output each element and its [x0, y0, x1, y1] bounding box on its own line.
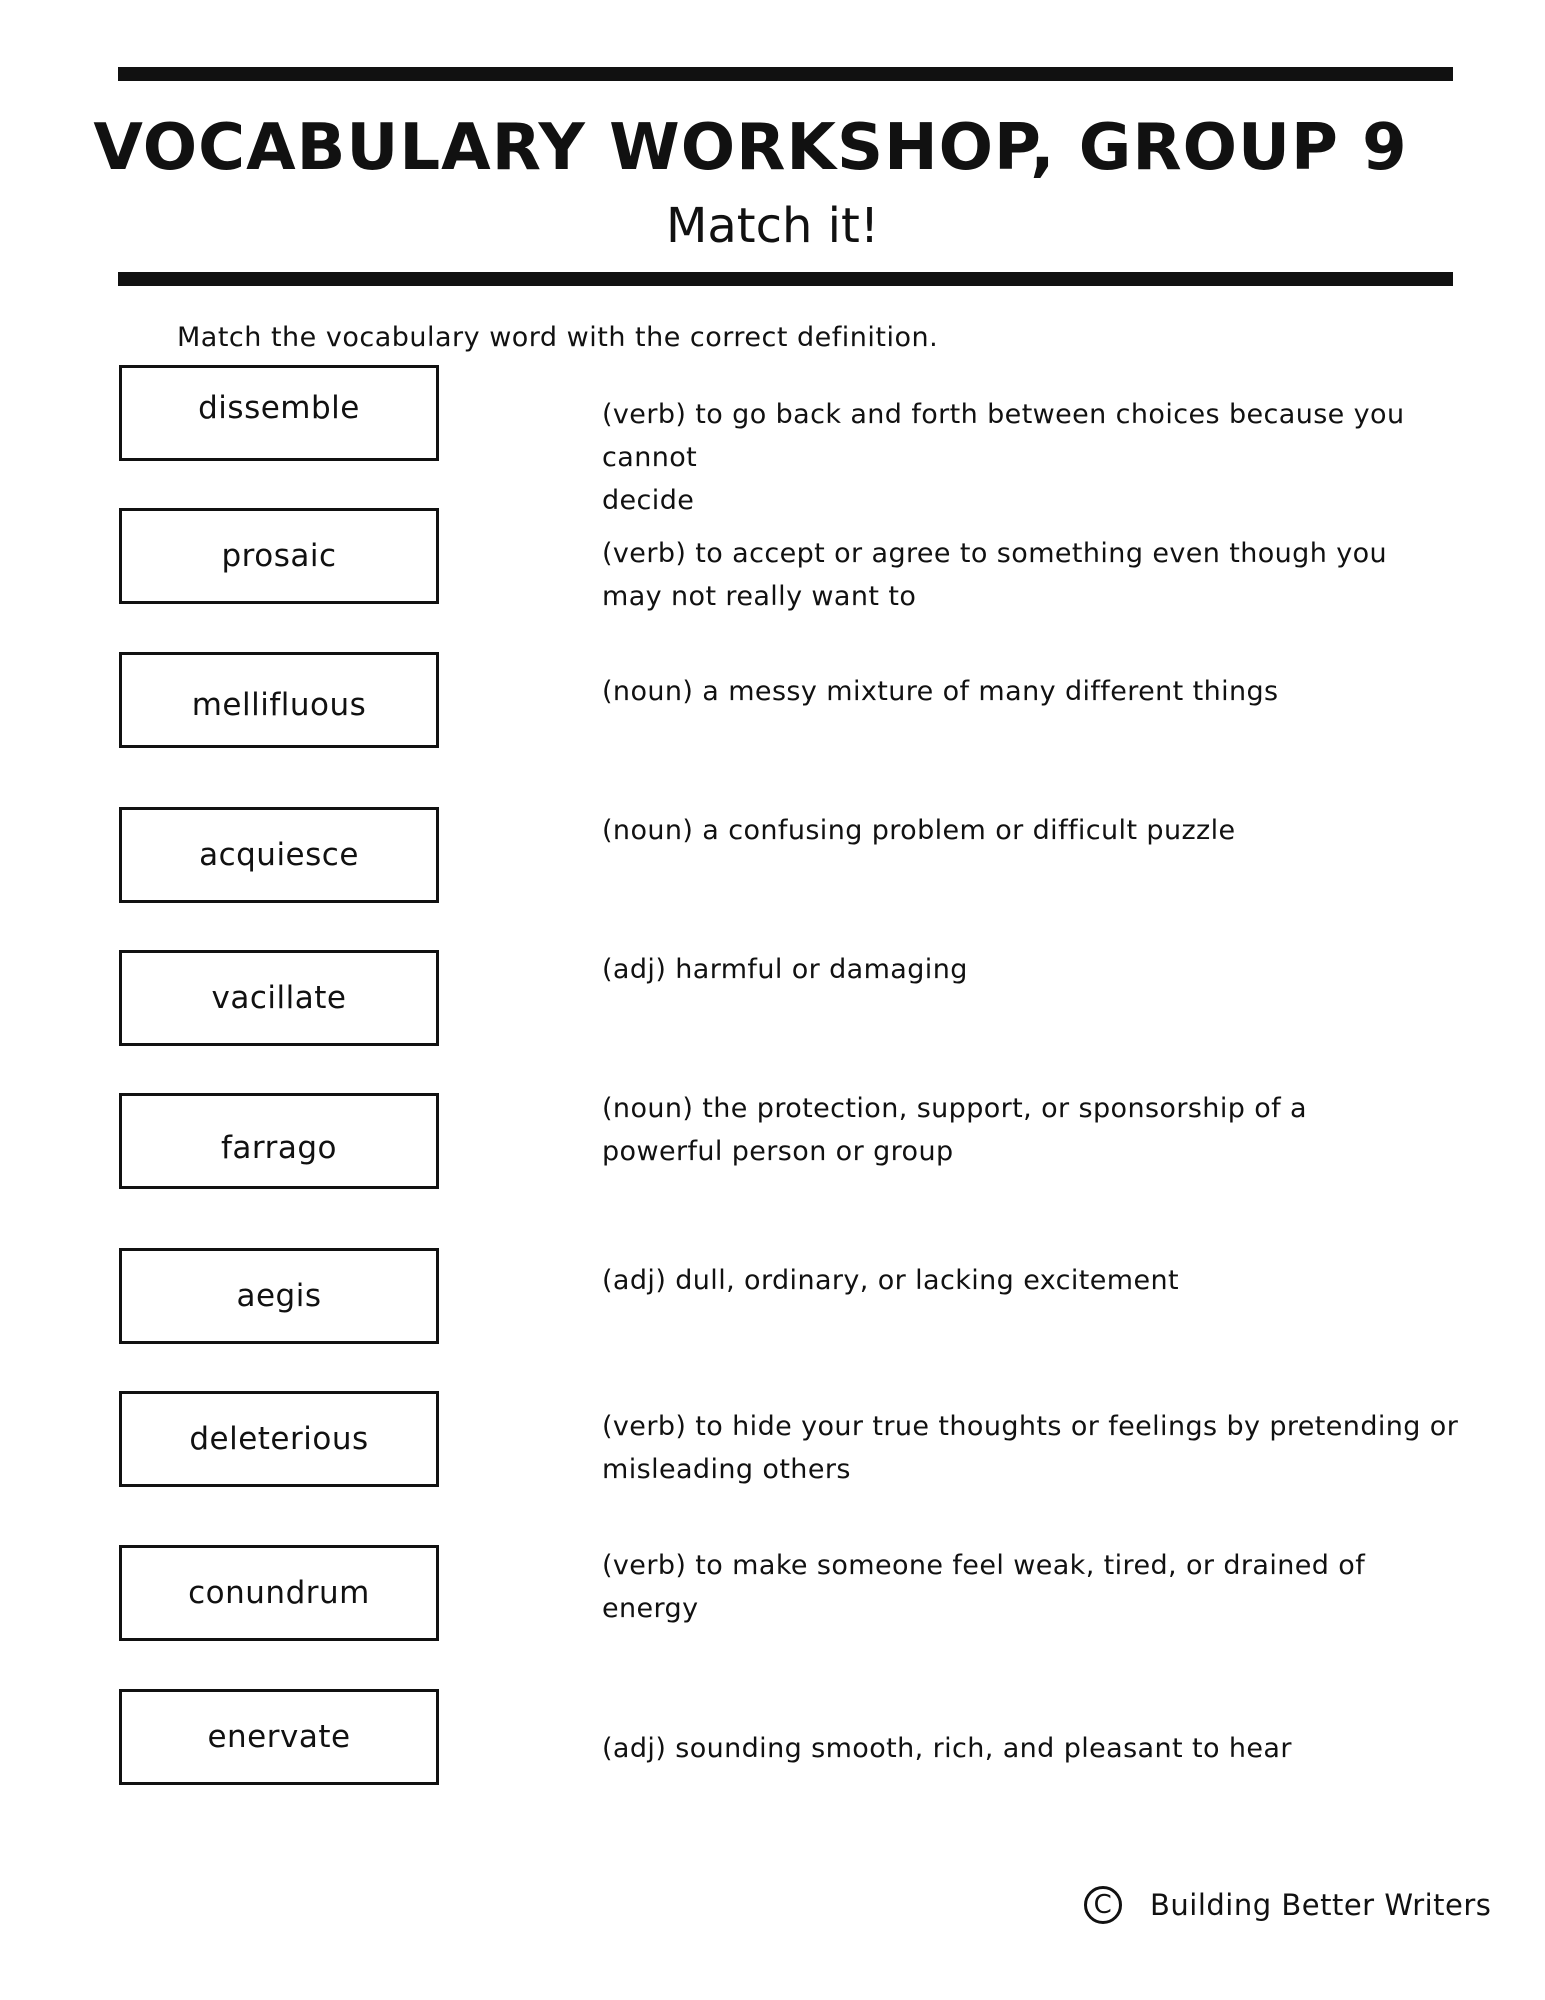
footer-credit — [1084, 1886, 1491, 1924]
definition — [602, 1727, 1462, 1770]
word-label: dissemble — [198, 390, 360, 426]
word-box — [119, 1545, 439, 1641]
definition — [602, 1259, 1462, 1302]
instructions: Match the vocabulary word with the correct definition. — [177, 322, 939, 353]
definition-line: (adj) harmful or damaging — [602, 954, 968, 985]
definition-line: (noun) a messy mixture of many different things — [602, 676, 1279, 707]
page-subtitle: Match it! — [665, 198, 880, 254]
definition — [602, 809, 1462, 852]
definition-line: (adj) dull, ordinary, or lacking excitement — [602, 1265, 1180, 1296]
word-label: mellifluous — [191, 687, 367, 723]
word-label: farrago — [221, 1130, 337, 1166]
word-box — [119, 652, 439, 748]
word-box — [119, 1391, 439, 1487]
word-box — [119, 950, 439, 1046]
word-label: vacillate — [211, 980, 347, 1016]
word-label: enervate — [207, 1719, 351, 1755]
definition-line: decide — [602, 485, 695, 516]
top-divider — [118, 67, 1453, 81]
footer-text: Building Better Writers — [1150, 1888, 1492, 1922]
word-label: prosaic — [221, 538, 337, 574]
definition-line: (verb) to hide your true thoughts or feelings by pretending or — [602, 1411, 1459, 1442]
definition-line: (verb) to accept or agree to something even though you — [602, 538, 1388, 569]
definition — [602, 1405, 1462, 1491]
definition — [602, 393, 1462, 522]
definition-line: energy — [602, 1593, 699, 1624]
word-label: deleterious — [189, 1421, 369, 1457]
word-box — [119, 1689, 439, 1785]
definition — [602, 670, 1462, 713]
word-label: conundrum — [188, 1575, 370, 1611]
word-box — [119, 365, 439, 461]
definition — [602, 532, 1462, 618]
definition-line: (noun) the protection, support, or sponsorship of a — [602, 1093, 1307, 1124]
definition — [602, 1544, 1462, 1630]
definition-line: may not really want to — [602, 581, 917, 612]
word-box — [119, 807, 439, 903]
definition — [602, 1087, 1462, 1173]
definition — [602, 948, 1462, 991]
word-box — [119, 1093, 439, 1189]
definition-line: (adj) sounding smooth, rich, and pleasant to hear — [602, 1733, 1292, 1764]
word-label: aegis — [236, 1278, 322, 1314]
definition-line: powerful person or group — [602, 1136, 954, 1167]
definition-line: (verb) to make someone feel weak, tired, or drained of — [602, 1550, 1366, 1581]
word-box — [119, 508, 439, 604]
word-label: acquiesce — [199, 837, 359, 873]
copyright-icon: C — [1084, 1886, 1122, 1924]
definition-line: (verb) to go back and forth between choices because you cannot — [602, 399, 1405, 473]
page-title: VOCABULARY WORKSHOP, GROUP 9 — [93, 111, 1408, 185]
word-box — [119, 1248, 439, 1344]
bottom-divider — [118, 272, 1453, 286]
definition-line: (noun) a confusing problem or difficult puzzle — [602, 815, 1236, 846]
definition-line: misleading others — [602, 1454, 851, 1485]
